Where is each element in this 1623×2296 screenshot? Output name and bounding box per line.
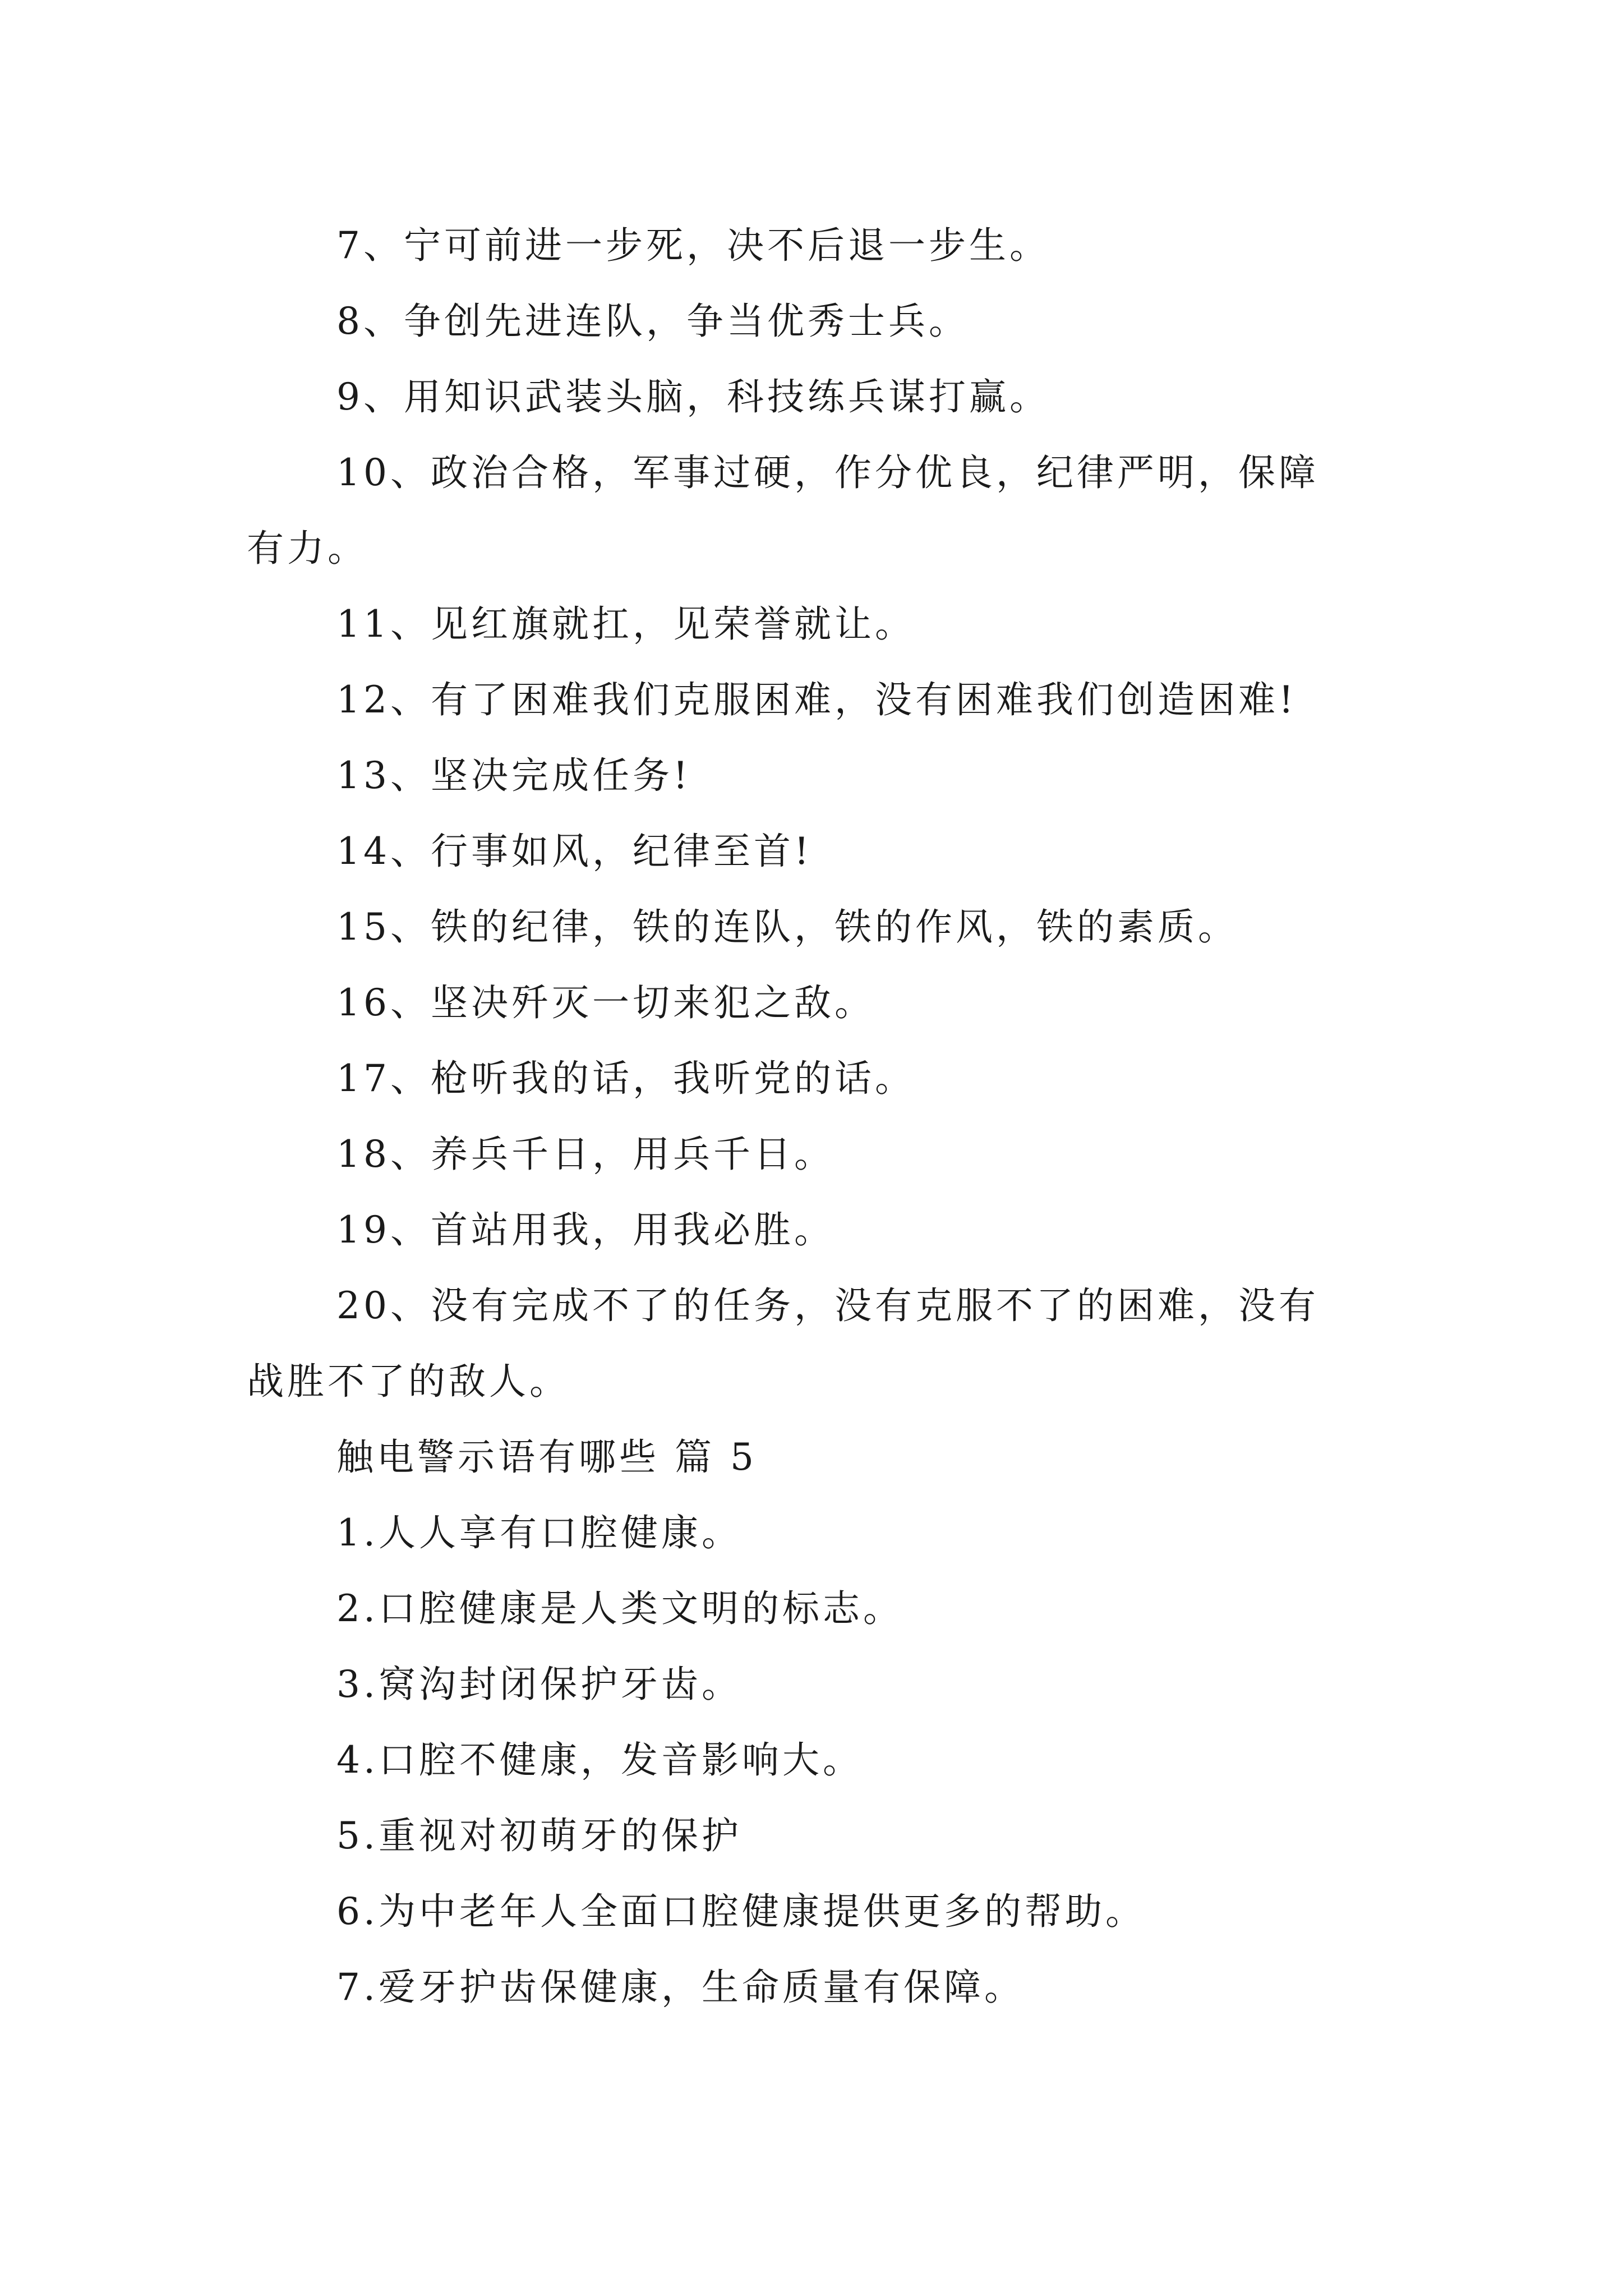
- paragraph-line: 16、坚决歼灭一切来犯之敌。: [336, 981, 875, 1024]
- paragraph-line: 20、没有完成不了的任务，没有克服不了的困难，没有: [336, 1284, 1319, 1327]
- paragraph-line: 15、铁的纪律，铁的连队，铁的作风，铁的素质。: [336, 905, 1238, 949]
- paragraph-line: 4.口腔不健康，发音影响大。: [336, 1738, 863, 1782]
- paragraph-line: 9、用知识武装头脑，科技练兵谋打赢。: [336, 375, 1050, 418]
- document-body: [247, 208, 1391, 2025]
- paragraph-line: 2.口腔健康是人类文明的标志。: [336, 1587, 903, 1630]
- paragraph-line: 17、枪听我的话，我听党的话。: [336, 1057, 915, 1100]
- paragraph-line: 11、见红旗就扛，见荣誉就让。: [336, 602, 915, 646]
- paragraph-continuation-line: 有力。: [247, 527, 368, 570]
- paragraph-line: 19、首站用我，用我必胜。: [336, 1208, 834, 1251]
- paragraph-line: 5.重视对初萌牙的保护: [336, 1814, 742, 1857]
- section-heading: 触电警示语有哪些 篇 5: [336, 1435, 757, 1479]
- paragraph-line: 10、政治合格，军事过硬，作分优良，纪律严明，保障: [336, 451, 1319, 494]
- paragraph-line: 14、行事如风，纪律至首!: [336, 830, 813, 873]
- paragraph-line: 3.窝沟封闭保护牙齿。: [336, 1663, 742, 1706]
- paragraph-line: 1.人人享有口腔健康。: [336, 1511, 742, 1554]
- paragraph-line: 6.为中老年人全面口腔健康提供更多的帮助。: [336, 1890, 1146, 1933]
- paragraph-continuation-line: 战胜不了的敌人。: [247, 1360, 570, 1403]
- paragraph-line: 18、养兵千日，用兵千日。: [336, 1133, 834, 1176]
- paragraph-line: 12、有了困难我们克服困难，没有困难我们创造困难!: [336, 678, 1297, 721]
- paragraph-line: 8、争创先进连队，争当优秀士兵。: [336, 300, 969, 343]
- paragraph-line: 7、宁可前进一步死，决不后退一步生。: [336, 224, 1050, 267]
- paragraph-line: 13、坚决完成任务!: [336, 754, 691, 797]
- paragraph-line: 7.爱牙护齿保健康，生命质量有保障。: [336, 1966, 1025, 2009]
